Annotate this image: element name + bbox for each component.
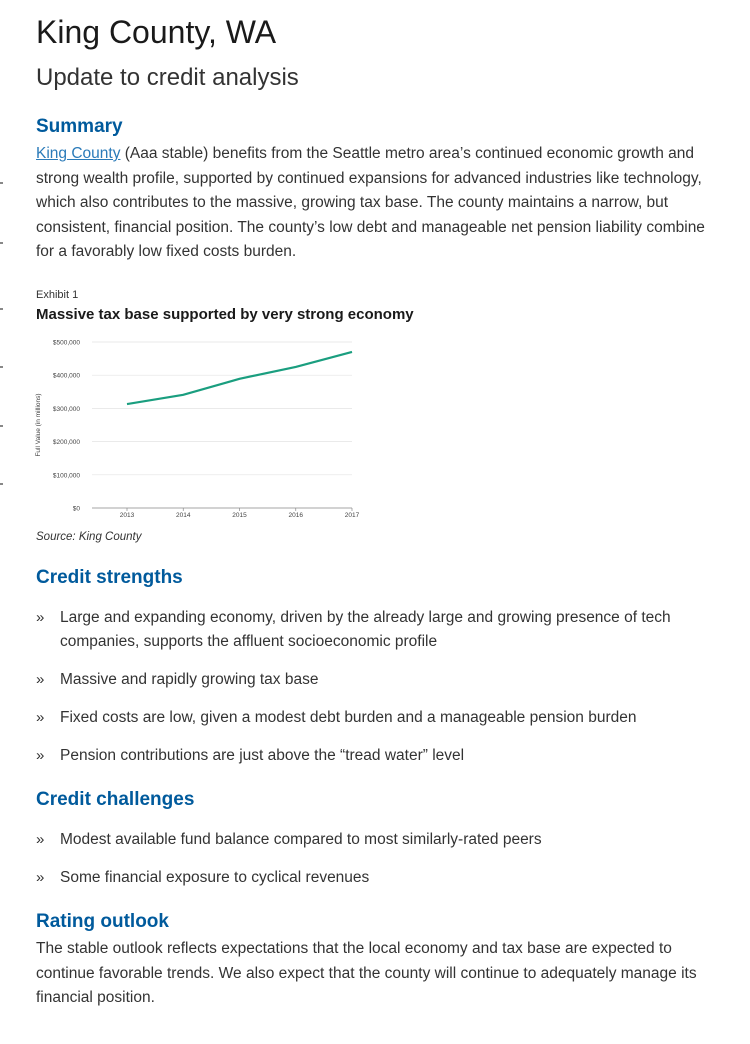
y-axis-label: Full Value (in millions): [35, 393, 42, 457]
outlook-heading: Rating outlook: [36, 911, 169, 932]
exhibit-title: Massive tax base supported by very strong economy: [36, 306, 414, 323]
bullet-text: Large and expanding economy, driven by the already large and growing presence of tech companies, supports the affluent socioeconomic profile: [60, 609, 671, 650]
margin-mark: [0, 308, 3, 310]
challenges-heading: Credit challenges: [36, 789, 195, 810]
x-tick-label: 2013: [119, 512, 135, 519]
summary-paragraph: [36, 142, 714, 265]
x-tick-label: 2016: [288, 512, 303, 519]
margin-mark: [0, 425, 3, 427]
margin-mark: [0, 242, 3, 244]
page-subtitle: Update to credit analysis: [36, 64, 299, 91]
bullet-text: Pension contributions are just above the “tread water” level: [60, 747, 465, 764]
bullet-text: Massive and rapidly growing tax base: [60, 671, 319, 688]
bullet-item: [36, 706, 726, 730]
margin-mark: [0, 366, 3, 368]
summary-heading: Summary: [36, 116, 123, 137]
bullet-marker: »: [36, 747, 45, 764]
exhibit-source: Source: King County: [36, 531, 142, 543]
x-tick-label: 2014: [176, 512, 191, 519]
strengths-list: [36, 606, 726, 782]
bullet-item: [36, 828, 726, 852]
bullet-text: Some financial exposure to cyclical revenues: [60, 869, 370, 886]
y-tick-label: $0: [72, 505, 80, 513]
strengths-heading: Credit strengths: [36, 567, 183, 588]
bullet-text: Modest available fund balance compared to most similarly-rated peers: [60, 831, 542, 848]
exhibit-label: Exhibit 1: [36, 289, 79, 301]
bullet-item: [36, 668, 726, 692]
margin-mark: [0, 483, 3, 485]
series-line-full-value: [127, 352, 352, 404]
bullet-item: [36, 606, 726, 654]
x-tick-label: 2017: [344, 512, 360, 519]
bullet-text: Fixed costs are low, given a modest debt burden and a manageable pension burden: [60, 709, 637, 726]
tax-base-line-chart: [34, 330, 364, 526]
y-tick-label: $200,000: [52, 439, 80, 447]
margin-mark: [0, 182, 3, 184]
king-county-link[interactable]: King County: [36, 145, 121, 162]
y-tick-label: $100,000: [52, 472, 80, 480]
y-tick-label: $300,000: [52, 405, 80, 413]
bullet-item: [36, 866, 726, 890]
y-tick-label: $400,000: [52, 372, 80, 380]
bullet-marker: »: [36, 671, 45, 688]
challenges-list: [36, 828, 726, 904]
bullet-marker: »: [36, 869, 45, 886]
outlook-paragraph: The stable outlook reflects expectations that the local economy and tax base are expected to continue favorable trends. We also expect that the county will continue to adequately manage its financial position.: [36, 940, 697, 1006]
bullet-marker: »: [36, 831, 45, 848]
bullet-marker: »: [36, 709, 45, 726]
x-tick-label: 2015: [232, 512, 247, 519]
bullet-marker: »: [36, 609, 45, 626]
bullet-item: [36, 744, 726, 768]
summary-body: (Aaa stable) benefits from the Seattle metro area’s continued economic growth and strong wealth profile, supported by continued expansions for advanced industries like technology, which also contributes to the massive, growing tax base. The county maintains a narrow, but consistent, financial position. The county’s low debt and manageable net pension liability combine for a favorably low fixed costs burden.: [36, 145, 705, 260]
y-tick-label: $500,000: [52, 339, 80, 347]
page-title: King County, WA: [36, 14, 277, 50]
